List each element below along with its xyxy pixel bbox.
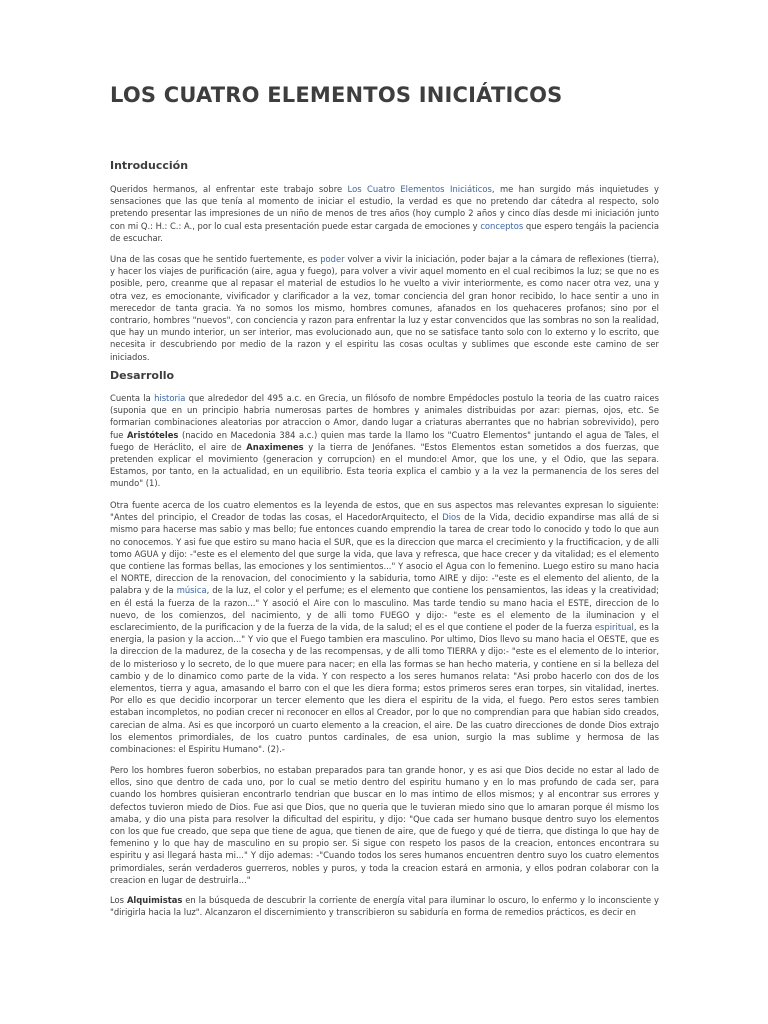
p3-text-b: que alrededor del 495 a.c. en Grecia, un filósofo de nombre Empédocles postulo la teoria de las cuatro raices (suponia que en un principio habria numerosas partes de hombres y animales distribuidas por azar: piernas, ojos, etc. Se formarian combinaciones aleatorias por atraccion o Amor, dando lugar a criaturas aberrantes que no habrian sobrevivido), pero fue [110,393,659,440]
p6-text-a: Los [110,895,127,905]
p1-text-b: , me han surgido más inquietudes y sensaciones que las que tenía al momento de iniciar el estudio, la verdad es que no pretendo dar cátedra al respecto, solo pretendo presentar las impresiones de un niño de menos de tres años (hoy cumplo 2 años y cinco días desde mi iniciación junto con mi Q.: H.: C.: A., por lo cual esta presentación puede estar cargada de emociones y [110,184,659,231]
link-historia[interactable]: historia [154,393,186,403]
section-heading-desarrollo: Desarrollo [110,369,175,382]
p4-text-a: Otra fuente acerca de los cuatro elementos es la leyenda de estos, que en sus aspectos mas relevantes expresan lo siguiente: "Antes del principio, el Creador de todas las cosas, el HacedorArquitecto, el [110,500,659,523]
link-espiritual[interactable]: espiritual [594,622,634,633]
link-conceptos[interactable]: conceptos [480,220,524,231]
paragraph-1 [110,183,659,245]
p2-text-b: volver a vivir la iniciación, poder bajar a la cámara de reflexiones (tierra), y hacer los viajes de purificación (aire, agua y fuego), para volver a vivir aquel momento en el cual recibimos la luz; se que no es posible, pero, creanme que al repasar el material de estudios lo he vuelto a vivir interiormente, es como nacer otra vez, una y otra vez, es emocionante, vivificador y clarificador a la vez, tomar conciencia del gran honor recibido, lo hace sentir a uno in merecedor de tanta gracia. Ya no somos los mismo, hombres comunes, afanados en los quehaceres profanos; sino por el contrario, hombres "nuevos", con conciencia y razon para enfrentar la luz y estar convencidos que las sombras no son la realidad, que hay un mundo interior, un ser interior, mas evolucionado aun, que no se satisface tanto solo con lo externo y lo escrito, que necesita ir descubriendo por medio de la razon y el espiritu las cosas ocultas y sublimes que esconde este camino de ser iniciados. [110,254,659,362]
p3-text-c: (nacido en Macedonia 384 a.c.) quien mas tarde la llamo los "Cuatro Elementos" juntando el agua de Tales, el fuego de Heráclito, el aire de [110,429,659,452]
section-heading-introduccion: Introducción [110,159,189,172]
p3-text-d: y la tierra de Jenófanes. "Estos Elementos estan sometidos a dos fuerzas, que pretenden explicar el movimiento (generacion y corrupcion) en el mundo:el Amor, que los une, y el Odio, que las separa. Estamos, por tanto, en la actualidad, en un equilibrio. Esta teoria explica el cambio y a la vez la permanencia de los seres del mundo" (1). [110,441,659,489]
link-cuatro-elementos[interactable]: Los Cuatro Elementos Iniciáticos [347,184,492,194]
link-dios[interactable]: Dios [442,512,461,523]
p6-bold-alquimistas: Alquimistas [126,895,183,905]
paragraph-5: Pero los hombres fueron soberbios, no estaban preparados para tan grande honor, y es asi que Dios decide no estar al lado de ellos, sino que dentro de cada uno, por lo cual se metio dentro del espiritu humano y en lo mas profundo de cada ser, para cuando los hombres quisieran encontrarlo tendrian que buscar en lo mas intimo de ellos mismos; y al encontrar sus errores y defectos tuvieron miedo de Dios. Fue asi que Dios, que no queria que le tuvieran miedo sino que lo amaran porque él mismo los amaba, y dio una pista para resolver la dificultad del espiritu, y dijo: "Que cada ser humano busque dentro suyo los elementos con los que fue creado, que sepa que tiene de agua, que tienen de aire, que de fuego y qué de tierra, que distinga lo que hay de femenino y lo que hay de masculino en su propio ser. Si sigue con respeto los pasos de la creacion, entonces encontrara su espiritu y asi llegará hasta mi..." Y dijo ademas: -"Cuando todos los seres humanos encuentren dentro suyo los cuatro elementos primordiales, serán verdaderos guerreros, nobles y puros, y toda la creacion estará en armonia, y ellos podran colaborar con la creacion en lugar de destruirla..." [110,765,659,885]
link-musica[interactable]: música [176,585,207,596]
p4-text-c: , de la luz, el color y el perfume; es el elemento que contiene los pensamientos, las ideas y la creatividad; en él está la fuerza de la razon..." Y asoció el Aire con lo masculino. Mas tarde tendio su mano hacia el ESTE, direccion de lo nuevo, de los comienzos, del nacimiento, y de alli tomo FUEGO y dijo:- "este es el elemento de la iluminacion y el esclarecimiento, de la purificacion y de la fuerza de la vida, de la salud; el es el que contiene el poder de la fuerza [110,585,659,633]
p3-bold-anaximenes: Anaximenes [246,441,304,452]
p4-text-b: de la Vida, decidio expandirse mas allá de si mismo para hacerse mas sabio y mas bello; fue entonces cuando emprendio la tarea de crear todo lo conocido y todo lo que aun no conocemos. Y asi fue que estiro su mano hacia el SUR, que es la direccion que marca el crecimiento y la fructificacion, y de alli tomo AGUA y dijo: -"este es el elemento del que surge la vida, que lava y refresca, que hace crecer y da vitalidad; es el elemento que contiene las formas bellas, las emociones y los sentimientos..." Y asocio el Agua con lo femenino. Luego estiro su mano hacia el NORTE, direccion de la renovacion, del conocimiento y la sabiduria, tomo AIRE y dijo: -"este es el elemento del aliento, de la palabra y de la [110,512,659,596]
paragraph-3 [110,392,659,490]
p1-text-c: que espero tengáis la paciencia de escuchar. [110,220,659,243]
p4-text-d: , es la energia, la pasion y la accion..." Y vio que el Fuego tambien era masculino. Por ultimo, Dios llevo su mano hacia el OESTE, que es la direccion de la madurez, de la cosecha y de las recompensas, y de alli tomo TIERRA y dijo:- "este es el elemento de lo interior, de lo misterioso y lo secreto, de lo que muere para nacer; en ella las formas se han hecho materia, y contiene en si la belleza del cambio y de lo dinamico como parte de la vida. Y con respecto a los seres humanos relata: "Asi probo hacerlo con dos de los elementos, tierra y agua, amasando el barro con el que les diera forma; estos primeros seres eran torpes, sin vitalidad, inertes. Por ello es que decidio incorporar un tercer elemento que les diera el espiritu de la vida, el fuego. Pero estos seres tambien estaban incompletos, no podian crecer ni reconocer en ellos al Creador, por lo que no comprendian para que habian sido creados, carecian de alma. Asi es que incorporó un cuarto elemento a la creacion, el aire. De las cuatro direcciones de donde Dios extrajo los elementos primordiales, de los cuatro puntos cardinales, de esa union, surgio la mas sublime y hermosa de las combinaciones: el Espiritu Humano". (2).- [110,622,659,755]
p6-text-b: en la búsqueda de descubrir la corriente de energía vital para iluminar lo oscuro, lo enfermo y lo inconsciente y "dirigirla hacia la luz". Alcanzaron el discernimiento y transcribieron su sabiduría en forma de remedios prácticos, es decir en [110,895,659,918]
p3-text-a: Cuenta la [110,393,155,403]
p1-text-a: Queridos hermanos, al enfrentar este trabajo sobre [110,184,348,194]
link-poder[interactable]: poder [320,254,345,264]
paragraph-6 [110,894,659,920]
p2-text-a: Una de las cosas que he sentido fuertemente, es [110,254,321,264]
paragraph-4 [110,499,659,756]
paragraph-2 [110,253,659,363]
p3-bold-aristoteles: Aristóteles [126,429,179,440]
document-title: LOS CUATRO ELEMENTOS INICIÁTICOS [110,83,563,107]
